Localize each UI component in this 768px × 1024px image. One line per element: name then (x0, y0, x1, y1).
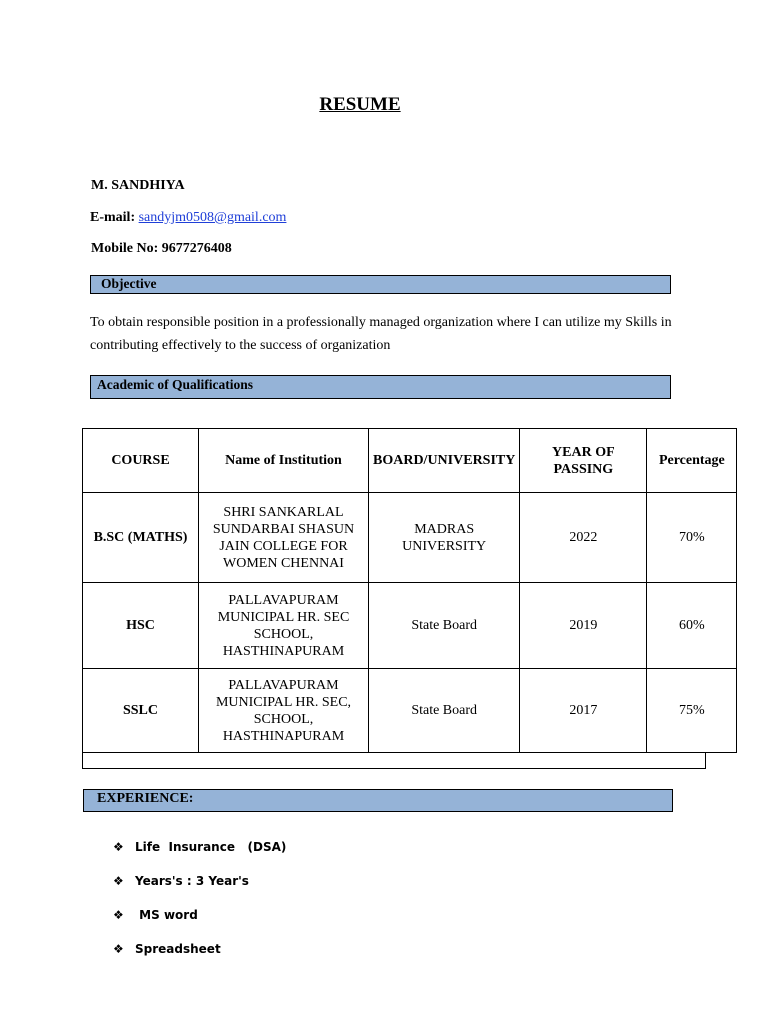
header-course: COURSE (83, 429, 199, 493)
cell-course: HSC (83, 583, 199, 669)
table-header-row (83, 429, 737, 493)
table-bottom-strip (82, 752, 706, 769)
cell-board: State Board (369, 669, 520, 753)
header-board: BOARD/UNIVERSITY (369, 429, 520, 493)
header-percentage: Percentage (647, 429, 737, 493)
table-row (83, 583, 737, 669)
cell-percentage: 75% (647, 669, 737, 753)
cell-year: 2022 (520, 493, 647, 583)
cell-board: MADRAS UNIVERSITY (369, 493, 520, 583)
experience-heading: EXPERIENCE: (83, 789, 673, 812)
candidate-name: M. SANDHIYA (91, 178, 185, 193)
experience-item: Years's : 3 Year's (135, 874, 249, 888)
cell-percentage: 70% (647, 493, 737, 583)
cell-course: B.SC (MATHS) (83, 493, 199, 583)
email-link[interactable]: sandyjm0508@gmail.com (138, 210, 287, 225)
diamond-bullet-icon: ❖ (113, 874, 124, 888)
experience-item: MS word (135, 908, 198, 922)
list-item (113, 840, 286, 874)
header-institution: Name of Institution (199, 429, 369, 493)
email-line (90, 210, 286, 226)
diamond-bullet-icon: ❖ (113, 840, 124, 854)
objective-text: To obtain responsible position in a professionally managed organization where I can utilize my Skills in contributing effectively to the success of organization (90, 315, 672, 353)
resume-title: RESUME (319, 94, 401, 115)
diamond-bullet-icon: ❖ (113, 942, 124, 956)
cell-board: State Board (369, 583, 520, 669)
table-row (83, 669, 737, 753)
cell-institution: PALLAVAPURAM MUNICIPAL HR. SEC, SCHOOL, HASTHINAPURAM (199, 669, 369, 753)
cell-institution: PALLAVAPURAM MUNICIPAL HR. SEC SCHOOL, HASTHINAPURAM (199, 583, 369, 669)
cell-year: 2017 (520, 669, 647, 753)
experience-item: Life Insurance (DSA) (135, 840, 287, 854)
header-year: YEAR OF PASSING (520, 429, 647, 493)
objective-heading: Objective (90, 275, 671, 294)
table-row (83, 493, 737, 583)
mobile-number: Mobile No: 9677276408 (91, 241, 232, 256)
cell-institution: SHRI SANKARLAL SUNDARBAI SHASUN JAIN COLLEGE FOR WOMEN CHENNAI (199, 493, 369, 583)
email-label: E-mail: (90, 210, 136, 225)
cell-course: SSLC (83, 669, 199, 753)
list-item (113, 942, 286, 976)
list-item (113, 908, 286, 942)
experience-item: Spreadsheet (135, 942, 221, 956)
diamond-bullet-icon: ❖ (113, 908, 124, 922)
qualifications-table (82, 428, 737, 753)
cell-year: 2019 (520, 583, 647, 669)
academic-heading: Academic of Qualifications (90, 375, 671, 399)
list-item (113, 874, 286, 908)
experience-list (113, 840, 286, 976)
cell-percentage: 60% (647, 583, 737, 669)
